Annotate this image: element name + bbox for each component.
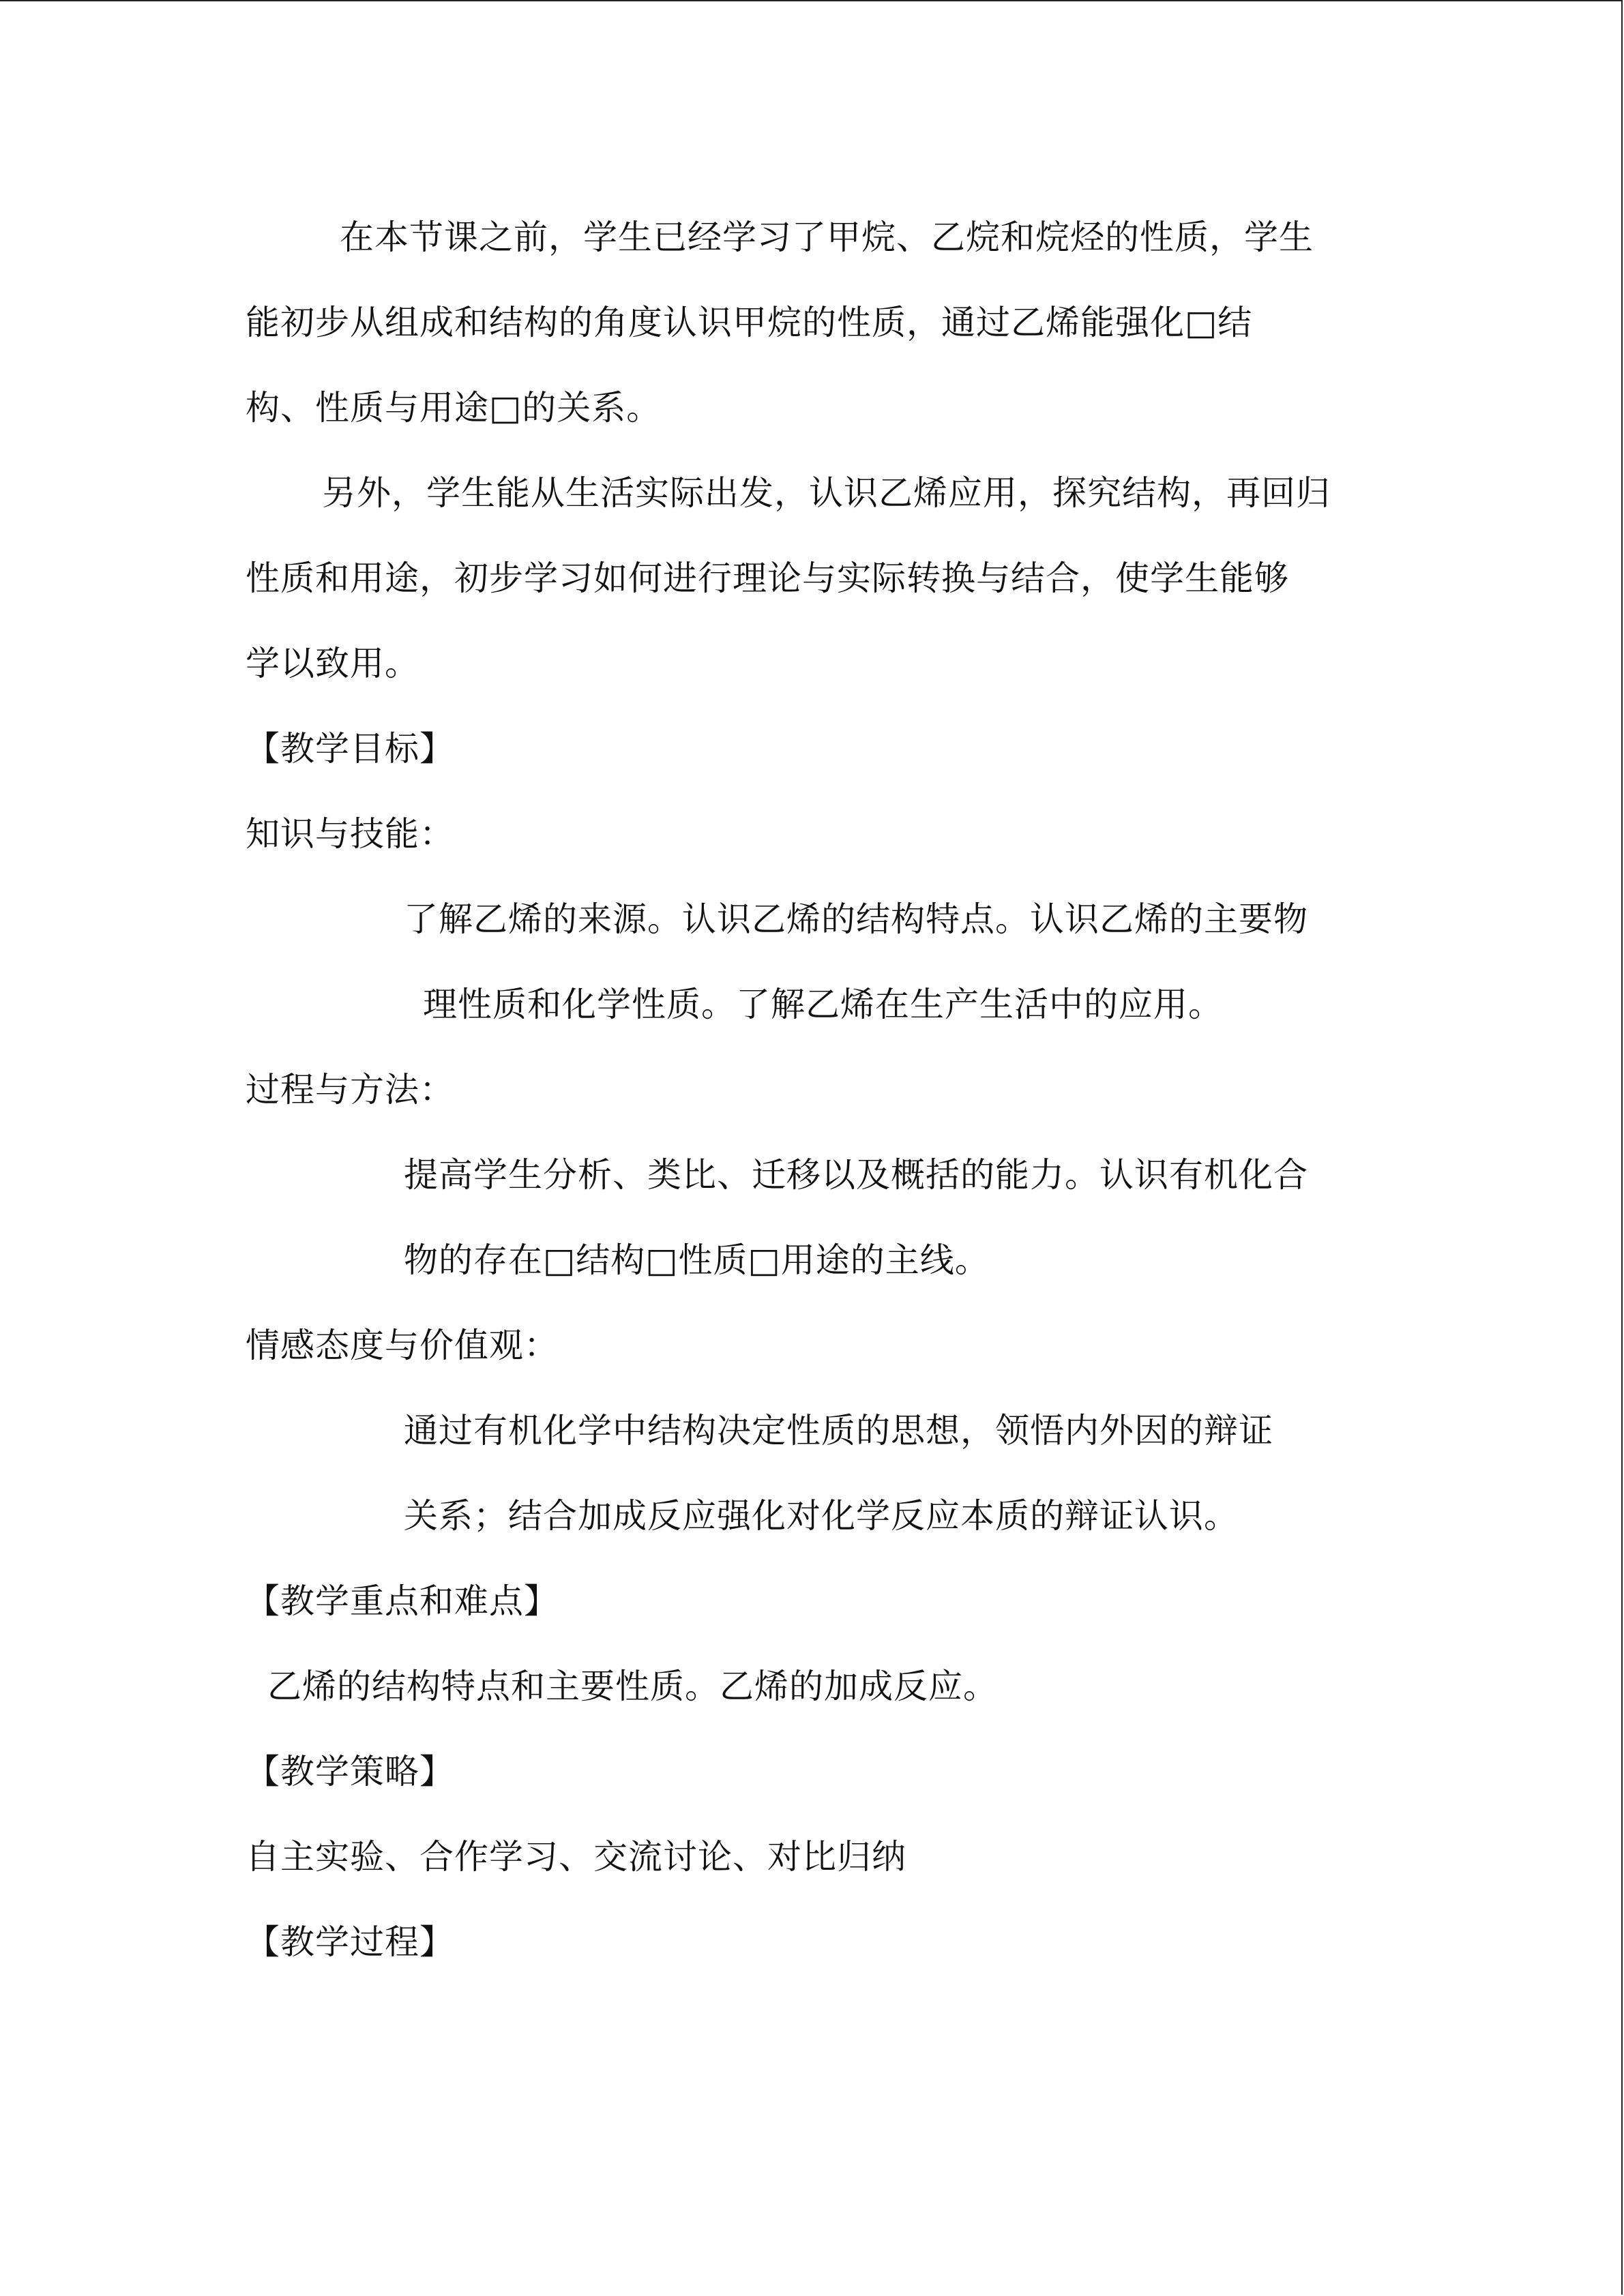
goal-text-line: 通过有机化学中结构决定性质的思想，领悟内外因的辩证: [404, 1411, 1273, 1450]
goal-text-line: 关系；结合加成反应强化对化学反应本质的辩证认识。: [404, 1496, 1239, 1536]
section-heading-process: 【教学过程】: [246, 1922, 454, 1962]
paragraph-line: 在本节课之前，学生已经学习了甲烷、乙烷和烷烃的性质，学生: [340, 218, 1314, 257]
goal-text-line: 物的存在□结构□性质□用途的主线。: [404, 1240, 990, 1280]
subheading-process-method: 过程与方法：: [246, 1070, 454, 1109]
goal-text-line: 理性质和化学性质。了解乙烯在生产生活中的应用。: [423, 985, 1223, 1024]
key-points-text: 乙烯的结构特点和主要性质。乙烯的加成反应。: [267, 1667, 998, 1706]
section-heading-strategy: 【教学策略】: [246, 1752, 454, 1791]
paragraph-line: 性质和用途，初步学习如何进行理论与实际转换与结合，使学生能够: [246, 558, 1289, 598]
section-heading-key-points: 【教学重点和难点】: [246, 1581, 559, 1621]
strategy-text: 自主实验、合作学习、交流讨论、对比归纳: [246, 1837, 906, 1877]
goal-text-line: 提高学生分析、类比、迁移以及概括的能力。认识有机化合: [404, 1155, 1308, 1195]
paragraph-line: 能初步从组成和结构的角度认识甲烷的性质，通过乙烯能强化□结: [246, 303, 1253, 342]
subheading-attitude-values: 情感态度与价值观：: [246, 1326, 559, 1365]
subheading-knowledge-skills: 知识与技能：: [246, 814, 454, 854]
section-heading-teaching-goals: 【教学目标】: [246, 729, 454, 769]
goal-text-line: 了解乙烯的来源。认识乙烯的结构特点。认识乙烯的主要物: [404, 899, 1308, 939]
paragraph-line: 学以致用。: [246, 644, 419, 683]
paragraph-line: 另外，学生能从生活实际出发，认识乙烯应用，探究结构，再回归: [322, 473, 1331, 513]
paragraph-line: 构、性质与用途□的关系。: [246, 388, 662, 428]
